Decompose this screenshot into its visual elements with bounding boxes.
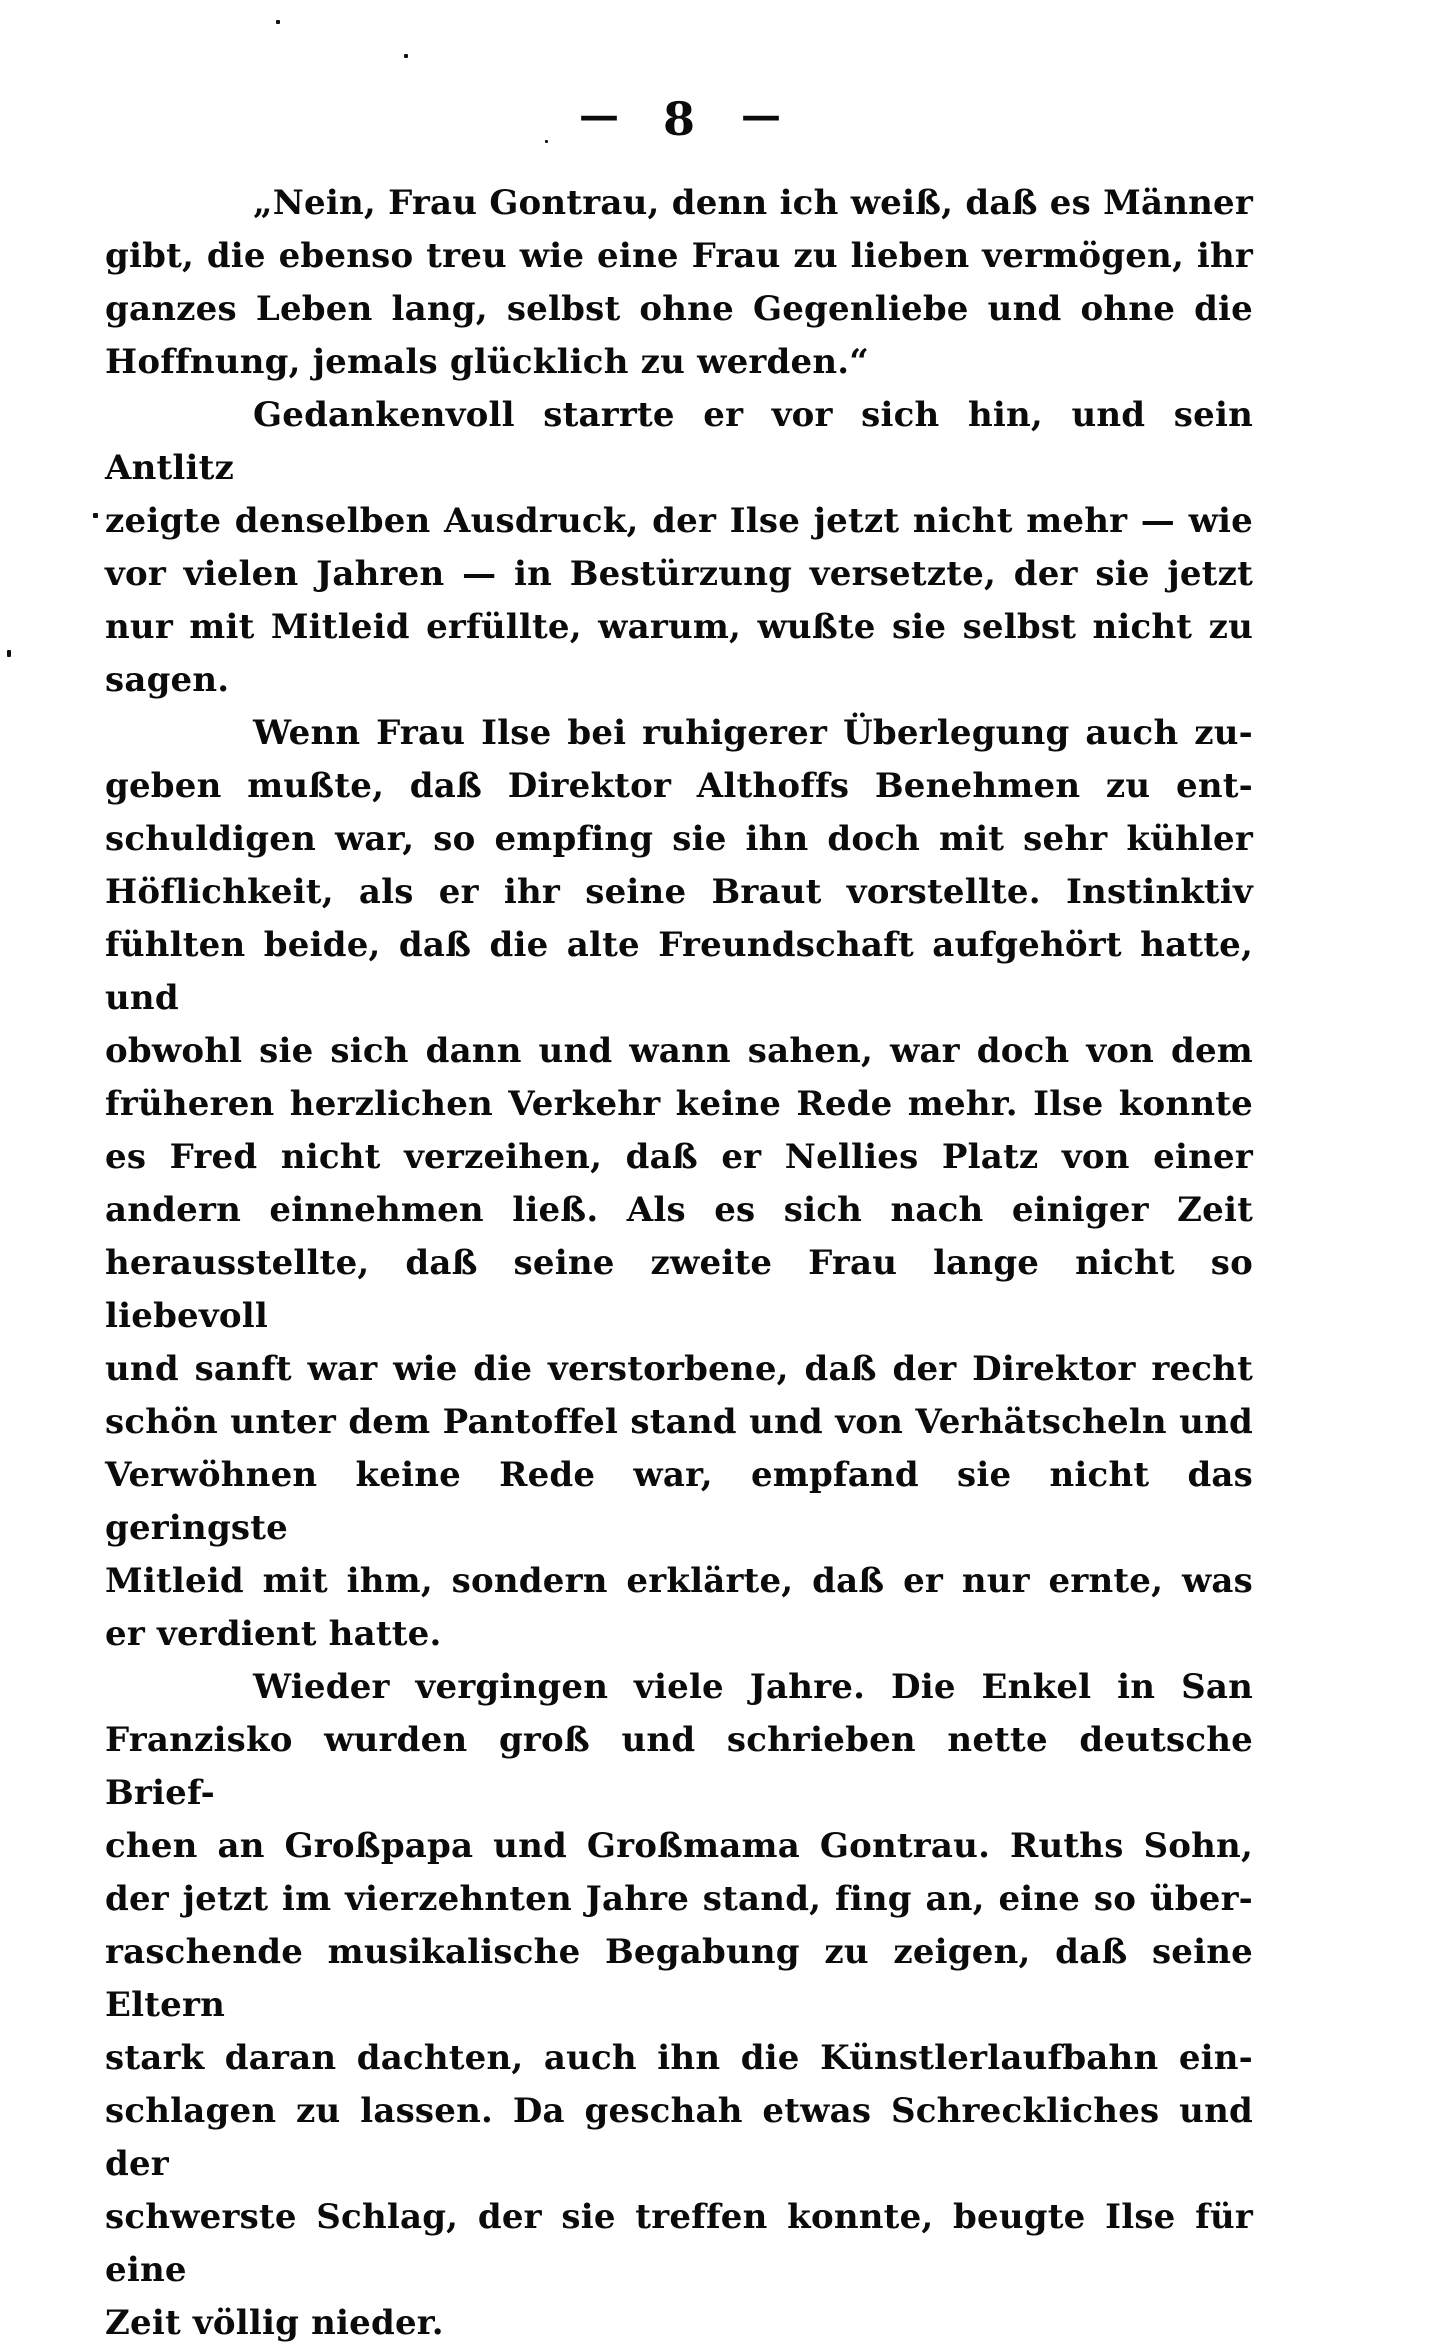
text-line: schuldigen war, so empfing sie ihn doch mit sehr kühler: [105, 819, 1253, 859]
text-line: Wenn Frau Ilse bei ruhigerer Überlegung auch zu-: [253, 713, 1253, 753]
text-line: raschende musikalische Begabung zu zeigen, daß seine Eltern: [105, 1932, 1253, 2025]
paragraph: [105, 177, 1253, 389]
page-number: 8: [662, 92, 695, 146]
scan-speck: [7, 650, 11, 657]
paragraph: [105, 1661, 1253, 2350]
scan-speck: [93, 513, 98, 518]
text-line: herausstellte, daß seine zweite Frau lange nicht so liebevoll: [105, 1243, 1253, 1336]
text-line: Franzisko wurden groß und schrieben nette deutsche Brief-: [105, 1720, 1253, 1813]
text-line: geben mußte, daß Direktor Althoffs Benehmen zu ent-: [105, 766, 1253, 806]
text-line: Höflichkeit, als er ihr seine Braut vorstellte. Instinktiv: [105, 872, 1253, 912]
header-right-dash: —: [741, 92, 779, 139]
text-line: Gedankenvoll starrte er vor sich hin, und sein Antlitz: [105, 395, 1253, 488]
text-line: schlagen zu lassen. Da geschah etwas Schreckliches und der: [105, 2091, 1253, 2184]
text-line: chen an Großpapa und Großmama Gontrau. Ruths Sohn,: [105, 1826, 1253, 1866]
text-line: der jetzt im vierzehnten Jahre stand, fing an, eine so über-: [105, 1879, 1253, 1919]
paragraph: [105, 707, 1253, 1661]
text-line: Hoffnung, jemals glücklich zu werden.“: [105, 342, 870, 382]
text-line: es Fred nicht verzeihen, daß er Nellies Platz von einer: [105, 1137, 1253, 1177]
text-line: zeigte denselben Ausdruck, der Ilse jetzt nicht mehr — wie: [105, 501, 1253, 541]
text-line: früheren herzlichen Verkehr keine Rede mehr. Ilse konnte: [105, 1084, 1253, 1124]
page-header: [105, 92, 1253, 146]
text-line: ganzes Leben lang, selbst ohne Gegenliebe und ohne die: [105, 289, 1253, 329]
text-line: er verdient hatte.: [105, 1614, 442, 1654]
text-line: schwerste Schlag, der sie treffen konnte, beugte Ilse für eine: [105, 2197, 1253, 2290]
text-line: fühlten beide, daß die alte Freundschaft aufgehört hatte, und: [105, 925, 1253, 1018]
text-line: nur mit Mitleid erfüllte, warum, wußte sie selbst nicht zu: [105, 607, 1253, 647]
text-line: Zeit völlig nieder.: [105, 2303, 444, 2343]
text-line: andern einnehmen ließ. Als es sich nach einiger Zeit: [105, 1190, 1253, 1230]
text-line: vor vielen Jahren — in Bestürzung versetzte, der sie jetzt: [105, 554, 1253, 594]
text-block: [105, 177, 1253, 2350]
header-left-dash: —: [578, 92, 617, 139]
paragraph: [105, 389, 1253, 707]
text-line: Verwöhnen keine Rede war, empfand sie nicht das geringste: [105, 1455, 1253, 1548]
text-line: „Nein, Frau Gontrau, denn ich weiß, daß es Männer: [253, 183, 1253, 223]
text-line: sagen.: [105, 660, 230, 700]
text-line: schön unter dem Pantoffel stand und von Verhätscheln und: [105, 1402, 1253, 1442]
text-line: obwohl sie sich dann und wann sahen, war doch von dem: [105, 1031, 1253, 1071]
text-line: und sanft war wie die verstorbene, daß der Direktor recht: [105, 1349, 1253, 1389]
page: [105, 0, 1253, 2350]
text-line: gibt, die ebenso treu wie eine Frau zu lieben vermögen, ihr: [105, 236, 1253, 276]
text-line: Wieder vergingen viele Jahre. Die Enkel in San: [253, 1667, 1253, 1707]
text-line: stark daran dachten, auch ihn die Künstlerlaufbahn ein-: [105, 2038, 1253, 2078]
text-line: Mitleid mit ihm, sondern erklärte, daß er nur ernte, was: [105, 1561, 1253, 1601]
